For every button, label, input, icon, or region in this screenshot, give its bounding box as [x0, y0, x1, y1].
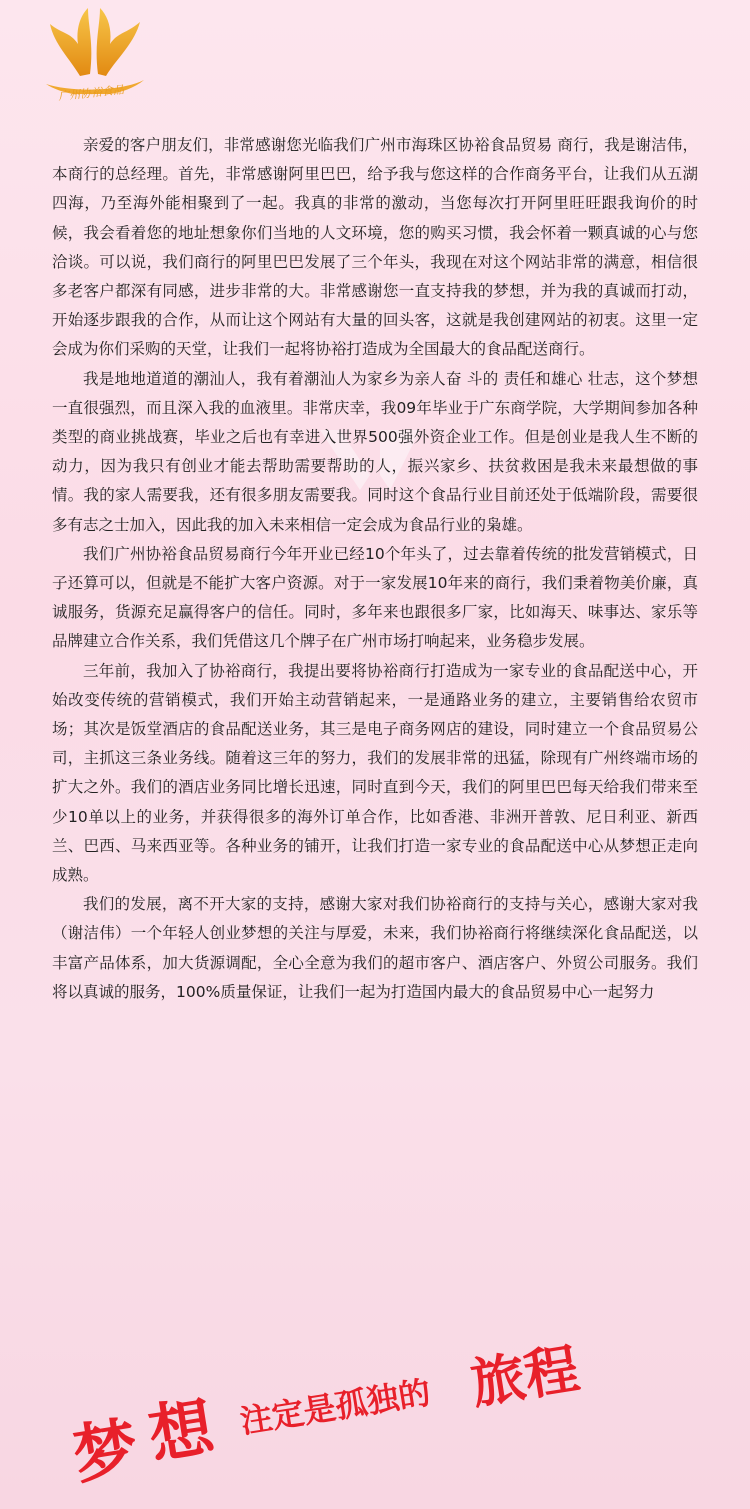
slogan-middle: 注定是孤独的	[237, 1373, 434, 1441]
letter-body	[52, 131, 698, 1007]
paragraph-history: 我们广州协裕食品贸易商行今年开业已经10个年头了，过去靠着传统的批发营销模式，日子还算可以，但就是不能扩大客户资源。对于一家发展10年来的商行，我们秉着物美价廉，真诚服务，货源充足赢得客户的信任。同时，多年来也跟很多厂家，比如海天、味事达、家乐等品牌建立合作关系，我们凭借这几个牌子在广州市场打响起来，业务稳步发展。	[52, 544, 698, 651]
paragraph-growth: 三年前，我加入了协裕商行，我提出要将协裕商行打造成为一家专业的食品配送中心，开始改变传统的营销模式，我们开始主动营销起来，一是通路业务的建立，主要销售给农贸市场；其次是饭堂酒店的食品配送业务，其三是电子商务网店的建设，同时建立一个食品贸易公司，主抓这三条业务线。随着这三年的努力，我们的发展非常的迅猛，除现有广州终端市场的扩大之外。我们的酒店业务同比增长迅速，同时直到今天，我们的阿里巴巴每天给我们带来至少10单以上的业务，并获得很多的海外订单合作，比如香港、非洲开普敦、尼日利亚、新西兰、巴西、马来西亚等。各种业务的铺开，让我们打造一家专业的食品配送中心从梦想正走向成熟。	[52, 661, 698, 885]
paragraph-thanks: 我们的发展，离不开大家的支持，感谢大家对我们协裕商行的支持与关心，感谢大家对我（谢洁伟）一个年轻人创业梦想的关注与厚爱，未来，我们协裕商行将继续深化食品配送，以丰富产品体系，加大货源调配，全心全意为我们的超市客户、酒店客户、外贸公司服务。我们将以真诚的服务，100%质量保证，让我们一起为打造国内最大的食品贸易中心一起努力	[52, 895, 698, 1001]
company-logo	[40, 4, 150, 109]
slogan-end: 旅程	[466, 1336, 584, 1416]
logo-text: 广州协裕食品	[57, 83, 125, 104]
slogan	[55, 1237, 712, 1495]
paragraph-intro: 亲爱的客户朋友们，非常感谢您光临我们广州市海珠区协裕食品贸易 商行，我是谢洁伟，本商行的总经理。首先，非常感谢阿里巴巴，给予我与您这样的合作商务平台，让我们从五湖四海，乃至海外能相聚到了一起。我真的非常的激动，当您每次打开阿里旺旺跟我询价的时候，我会看着您的地址想象你们当地的人文环境，您的购买习惯，我会怀着一颗真诚的心与您洽谈。可以说，我们商行的阿里巴巴发展了三个年头，我现在对这个网站非常的满意，相信很多老客户都深有同感，进步非常的大。非常感谢您一直支持我的梦想，并为我的真诚而打动，开始逐步跟我的合作，从而让这个网站有大量的回头客，这就是我创建网站的初衷。这里一定会成为你们采购的天堂，让我们一起将协裕打造成为全国最大的食品配送商行。	[52, 136, 698, 359]
slogan-word-2: 想	[144, 1390, 219, 1474]
slogan-word-1: 梦	[68, 1410, 144, 1495]
paragraph-origin: 我是地地道道的潮汕人，我有着潮汕人为家乡为亲人奋 斗的 责任和雄心 壮志，这个梦想一直很强烈，而且深入我的血液里。非常庆幸，我09年毕业于广东商学院，大学期间参加各种类型的商业挑战赛，毕业之后也有幸进入世界500强外资企业工作。但是创业是我人生不断的动力，因为我只有创业才能去帮助需要帮助的人，振兴家乡、扶贫救困是我未来最想做的事情。我的家人需要我，还有很多朋友需要我。同时这个食品行业目前还处于低端阶段，需要很多有志之士加入，因此我的加入未来相信一定会成为食品行业的枭雄。	[52, 369, 698, 534]
